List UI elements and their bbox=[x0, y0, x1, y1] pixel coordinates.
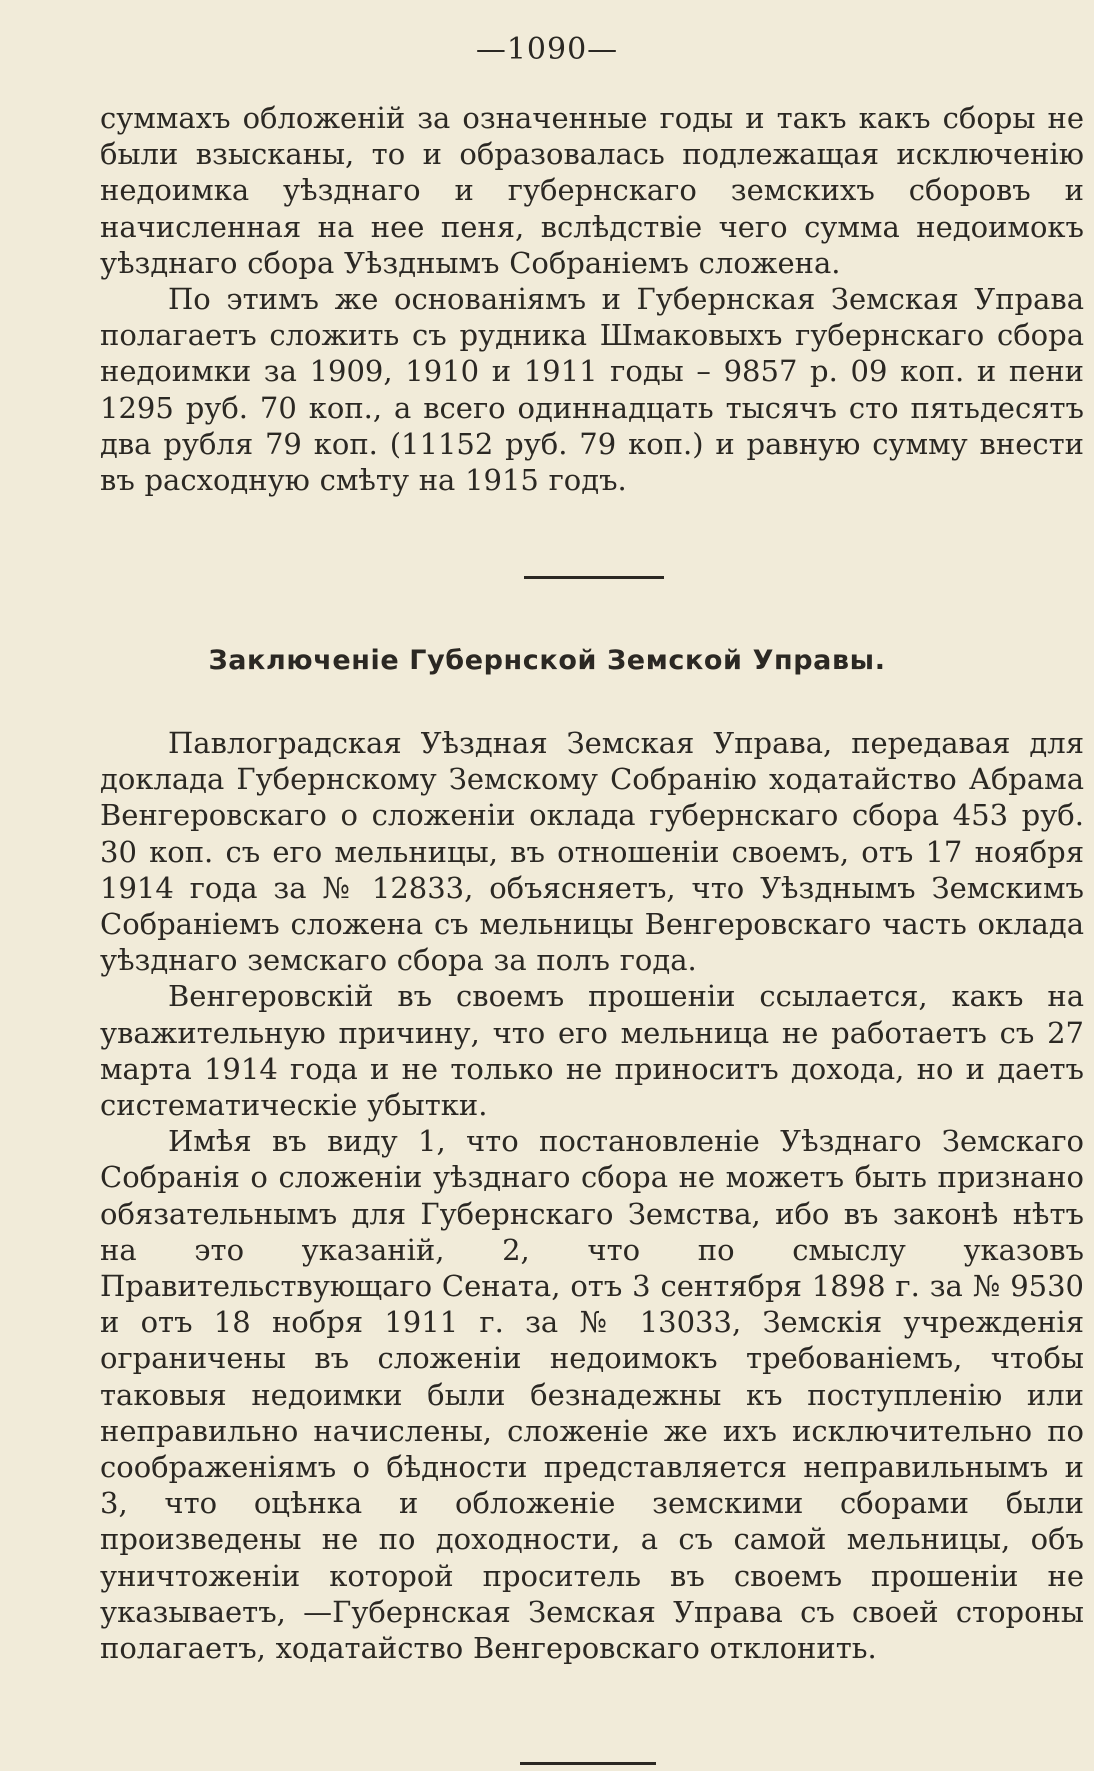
paragraph: Венгеровскiй въ своемъ прошенiи ссылается, какъ на уважительную причину, что его мельница не работаетъ съ 27 марта 1914 года и не только не приноситъ дохода, но и даетъ систематическiе убытки. bbox=[100, 979, 1084, 1123]
section-2-text bbox=[100, 725, 1084, 1666]
section-heading: Заключенiе Губернской Земской Управы. bbox=[208, 645, 886, 676]
page-number: —1090— bbox=[475, 32, 619, 67]
paragraph: Имѣя въ виду 1, что постановленiе Уѣзднаго Земскаго Собранiя о сложенiи уѣзднаго сбора не можетъ быть признано обязательнымъ для Губернскаго Земства, ибо въ законѣ нѣтъ на это указанiй, 2, что по смыслу указовъ Правительствующаго Сената, отъ 3 сентября 1898 г. за № 9530 и отъ 18 нобря 1911 г. за № 13033, Земскiя учрежденiя ограничены въ сложенiи недоимокъ требованiемъ, чтобы таковыя недоимки были безнадежны къ поступленiю или неправильно начислены, сложенiе же ихъ исключительно по соображенiямъ о бѣдности представляется неправильнымъ и 3, что оцѣнка и обложенiе земскими сборами были произведены не по доходности, а съ самой мельницы, объ уничтоженiи которой проситель въ своемъ прошенiи не указываетъ, —Губернская Земская Управа съ своей стороны полагаетъ, ходатайство Венгеровскаго отклонить. bbox=[100, 1124, 1084, 1666]
section-divider-bottom bbox=[520, 1762, 656, 1765]
paragraph-continuation: суммахъ обложенiй за означенные годы и такъ какъ сборы не были взысканы, то и образовалась подлежащая исключенiю недоимка уѣзднаго и губернскаго земскихъ сборовъ и начисленная на нее пеня, вслѣдствiе чего сумма недоимокъ уѣзднаго сбора Уѣзднымъ Собранiемъ сложена. bbox=[100, 101, 1084, 280]
paragraph: Павлоградская Уѣздная Земская Управа, передавая для доклада Губернскому Земскому Собранiю ходатайство Абрама Венгеровскаго о сложенiи оклада губернскаго сбора 453 руб. 30 коп. съ его мельницы, въ отношенiи своемъ, отъ 17 ноября 1914 года за № 12833, объясняетъ, что Уѣзднымъ Земскимъ Собранiемъ сложена съ мельницы Венгеровскаго часть оклада уѣзднаго земскаго сбора за полъ года. bbox=[100, 726, 1084, 978]
section-divider bbox=[524, 576, 664, 579]
paragraph: По этимъ же основанiямъ и Губернская Земская Управа полагаетъ сложить съ рудника Шмаковыхъ губернскаго сбора недоимки за 1909, 1910 и 1911 годы – 9857 р. 09 коп. и пени 1295 руб. 70 коп., а всего одиннадцать тысячъ сто пятьдесятъ два рубля 79 коп. (11152 руб. 79 коп.) и равную сумму внести въ расходную смѣту на 1915 годъ. bbox=[100, 282, 1084, 498]
section-1-text bbox=[100, 100, 1084, 498]
